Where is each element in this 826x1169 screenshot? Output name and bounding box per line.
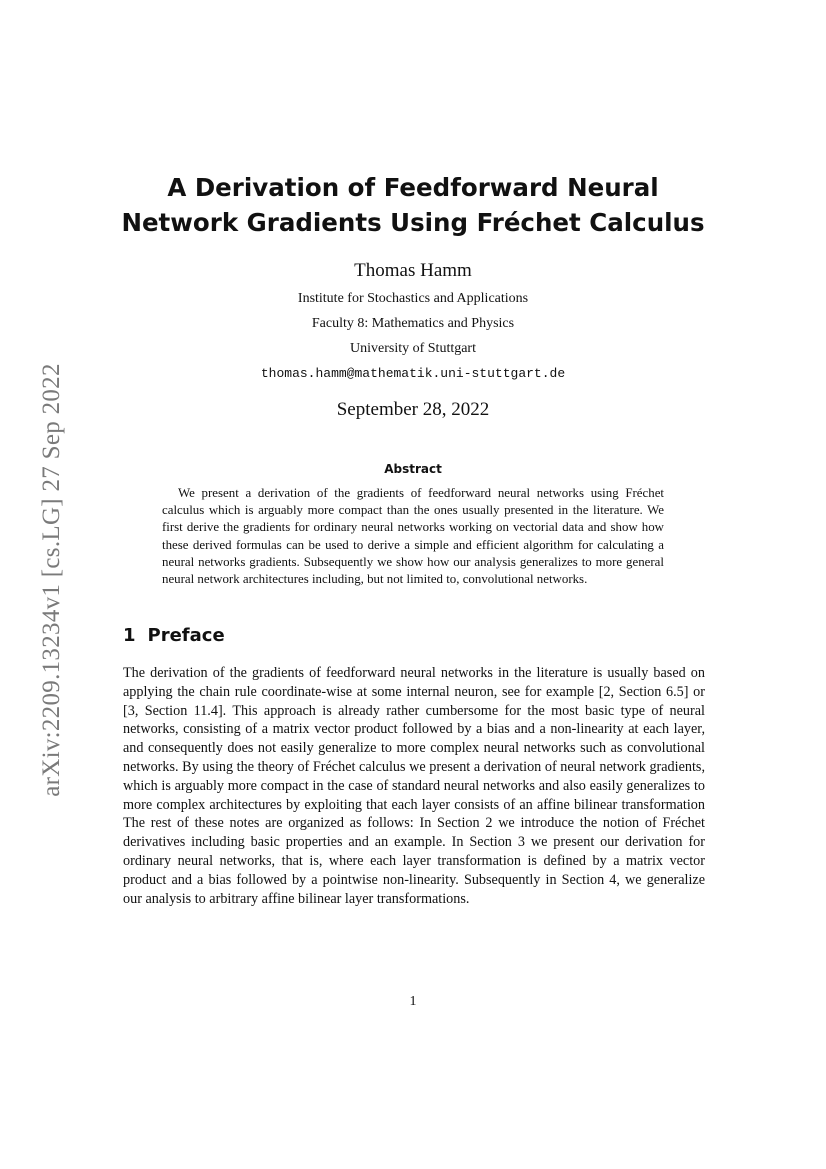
publication-date: September 28, 2022: [336, 399, 490, 420]
section-title: Preface: [147, 625, 225, 646]
author-email: thomas.hamm@mathematik.uni-stuttgart.de: [260, 366, 566, 381]
section-paragraph: The derivation of the gradients of feedforward neural networks in the literature is usually based on applying the chain rule coordinate-wise at some internal neuron, see for example [2, Section 6.5] or [3, Section 11.4]. This approach is already rather cumbersome for the most basic type of neural networks, consisting of a matrix vector product followed by a bias and a non-linearity at each layer, and consequently does not easily generalize to more complex neural networks such as convolutional networks. By using the theory of Fréchet calculus we present a derivation of neural network gradients, which is arguably more compact in the case of standard neural networks and also easily generalizes to more complex architectures by exploiting that each layer consists of an affine bilinear transformation The rest of these notes are organized as follows: In Section 2 we introduce the notion of Fréchet derivatives including basic properties and an example. In Section 3 we present our derivation for ordinary neural networks, that is, where each layer transformation is defined by a matrix vector product and a bias followed by a pointwise non-linearity. Subsequently in Section 4, we generalize our analysis to arbitrary affine bilinear layer transformations.: [123, 665, 705, 907]
arxiv-identifier: arXiv:2209.13234v1 [cs.LG] 27 Sep 2022: [38, 363, 65, 797]
title-line-1: A Derivation of Feedforward Neural: [167, 173, 659, 202]
abstract-text: We present a derivation of the gradients of feedforward neural networks using Fréchet calculus which is arguably more compact than the ones usually presented in the literature. We first derive the gradients for ordinary neural networks working on vectorial data and show how these derived formulas can be used to derive a simple and efficient algorithm for calculating a neural networks gradients. Subsequently we show how our analysis generalizes to more general neural network architectures including, but not limited to, convolutional networks.: [162, 486, 664, 587]
author-name: Thomas Hamm: [354, 260, 472, 281]
affiliation-faculty: Faculty 8: Mathematics and Physics: [311, 316, 515, 331]
affiliation-institute: Institute for Stochastics and Applications: [297, 291, 529, 306]
paper-title: [113, 170, 713, 240]
page-number: 1: [409, 994, 417, 1009]
title-line-2: Network Gradients Using Fréchet Calculus: [121, 208, 705, 237]
section-body: [123, 664, 705, 908]
section-heading: [123, 625, 225, 646]
abstract-body: [162, 485, 664, 588]
section-number: 1: [123, 625, 136, 646]
affiliation-university: University of Stuttgart: [350, 341, 476, 356]
abstract-heading: Abstract: [384, 462, 442, 476]
